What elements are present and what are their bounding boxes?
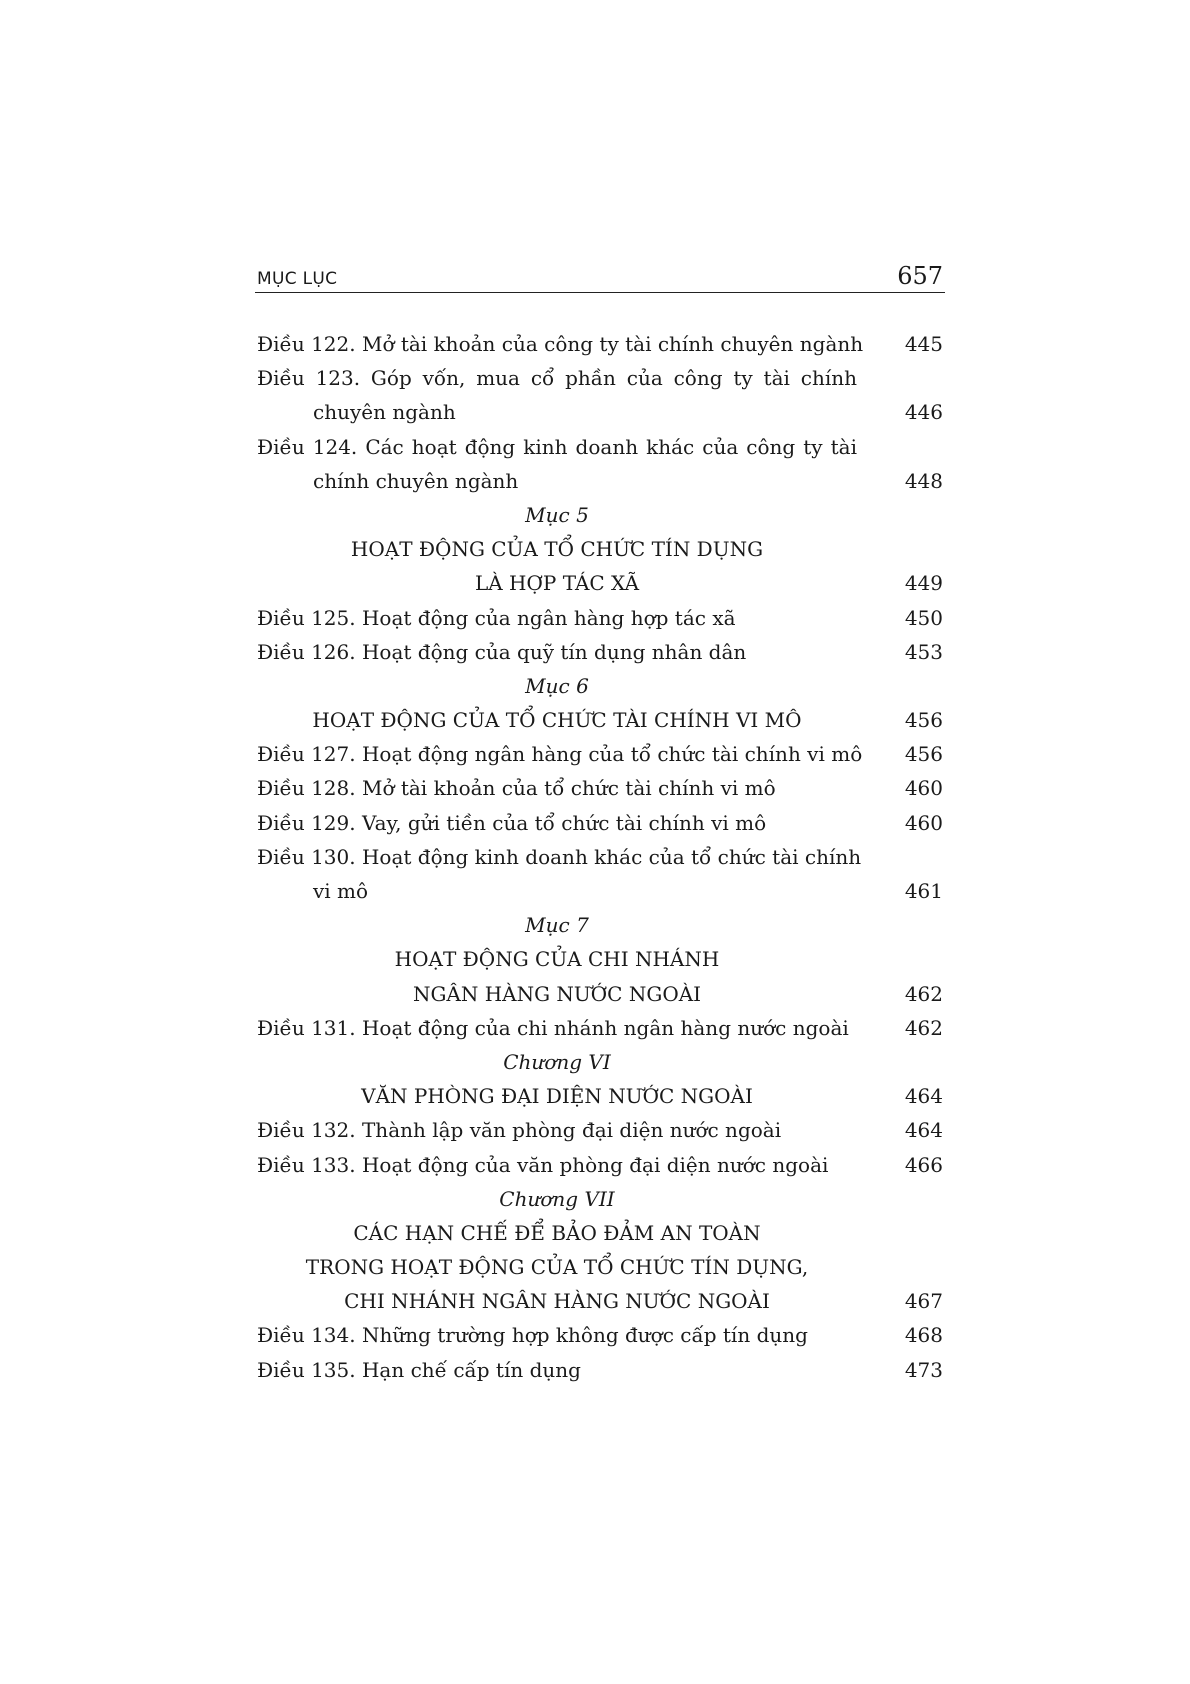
entry-text: LÀ HỢP TÁC XÃ — [474, 571, 640, 596]
entry-text: TRONG HOẠT ĐỘNG CỦA TỔ CHỨC TÍN DỤNG, — [305, 1255, 809, 1280]
entry-page: 462 — [904, 981, 943, 1006]
entry-text: Điều 122. Mở tài khoản của công ty tài chính chuyên ngành — [257, 332, 864, 356]
toc-entry — [257, 1318, 945, 1352]
section-label — [257, 669, 945, 703]
entry-text: Điều 123. Góp vốn, mua cổ phần của công ty tài chính — [257, 366, 857, 391]
entry-text: CÁC HẠN CHẾ ĐỂ BẢO ĐẢM AN TOÀN — [353, 1220, 761, 1245]
entry-text: chuyên ngành — [313, 400, 456, 425]
page-number: 657 — [897, 262, 943, 290]
running-title: MỤC LỤC — [257, 269, 338, 289]
section-heading — [257, 703, 945, 737]
section-heading — [257, 566, 945, 600]
entry-page: 448 — [904, 468, 943, 493]
entry-text: Điều 125. Hoạt động của ngân hàng hợp tác xã — [257, 605, 736, 630]
entry-text: Mục 6 — [525, 673, 589, 698]
entry-page: 460 — [904, 776, 943, 801]
toc-entry — [257, 361, 945, 395]
entry-page: 460 — [904, 810, 943, 835]
toc-entry — [257, 1148, 945, 1182]
toc-entry — [257, 430, 945, 464]
entry-page: 446 — [904, 400, 943, 425]
entry-page: 456 — [904, 708, 943, 733]
toc-entry — [257, 1353, 945, 1387]
section-heading — [257, 532, 945, 566]
entry-text: HOẠT ĐỘNG CỦA TỔ CHỨC TÍN DỤNG — [350, 537, 764, 562]
entry-text: Mục 7 — [525, 913, 589, 938]
entry-text: HOẠT ĐỘNG CỦA TỔ CHỨC TÀI CHÍNH VI MÔ — [312, 708, 802, 733]
section-heading — [257, 977, 945, 1011]
entry-text: Điều 134. Những trường hợp không được cấp tín dụng — [257, 1323, 808, 1348]
entry-page: 473 — [904, 1357, 943, 1382]
entry-text: VĂN PHÒNG ĐẠI DIỆN NƯỚC NGOÀI — [361, 1084, 753, 1109]
toc-entry-continuation — [257, 464, 945, 498]
entry-text: Mục 5 — [525, 502, 589, 527]
chapter-label — [257, 1182, 945, 1216]
entry-text: CHI NHÁNH NGÂN HÀNG NƯỚC NGOÀI — [344, 1289, 770, 1314]
entry-text: Điều 131. Hoạt động của chi nhánh ngân hàng nước ngoài — [257, 1015, 849, 1040]
entry-text: Chương VII — [499, 1186, 615, 1211]
entry-text: Điều 128. Mở tài khoản của tổ chức tài chính vi mô — [257, 776, 776, 801]
toc-entry — [257, 1113, 945, 1147]
toc-entry — [257, 737, 945, 771]
toc-entry — [257, 840, 945, 874]
chapter-heading — [257, 1079, 945, 1113]
entry-page: 468 — [904, 1323, 943, 1348]
entry-text: vi mô — [313, 879, 369, 903]
entry-page: 453 — [904, 639, 943, 664]
section-label — [257, 908, 945, 942]
entry-text: HOẠT ĐỘNG CỦA CHI NHÁNH — [394, 947, 720, 972]
entry-page: 450 — [904, 605, 943, 630]
entry-page: 445 — [904, 332, 943, 356]
entry-text: Điều 130. Hoạt động kinh doanh khác của tổ chức tài chính — [257, 844, 862, 869]
toc-entry — [257, 771, 945, 805]
table-of-contents — [257, 327, 945, 1387]
entry-text: Điều 124. Các hoạt động kinh doanh khác của công ty tài — [257, 434, 857, 459]
chapter-heading — [257, 1216, 945, 1250]
entry-text: Điều 133. Hoạt động của văn phòng đại diện nước ngoài — [257, 1152, 829, 1177]
entry-page: 464 — [904, 1084, 943, 1109]
page-header — [255, 262, 945, 293]
chapter-heading — [257, 1250, 945, 1284]
entry-text: Chương VI — [503, 1049, 611, 1074]
entry-page: 462 — [904, 1015, 943, 1040]
toc-entry — [257, 1011, 945, 1045]
toc-entry-continuation — [257, 395, 945, 429]
entry-text: chính chuyên ngành — [313, 468, 519, 493]
entry-text: NGÂN HÀNG NƯỚC NGOÀI — [412, 981, 702, 1006]
entry-page: 464 — [904, 1118, 943, 1143]
section-heading — [257, 942, 945, 976]
entry-page: 456 — [904, 742, 943, 767]
entry-text: Điều 132. Thành lập văn phòng đại diện nước ngoài — [257, 1118, 782, 1143]
toc-entry — [257, 601, 945, 635]
toc-entry — [257, 806, 945, 840]
section-label — [257, 498, 945, 532]
toc-entry — [257, 635, 945, 669]
entry-page: 461 — [904, 879, 943, 903]
toc-entry — [257, 327, 945, 361]
entry-page: 449 — [904, 571, 943, 596]
entry-page: 466 — [904, 1152, 943, 1177]
entry-text: Điều 135. Hạn chế cấp tín dụng — [257, 1357, 581, 1382]
entry-page: 467 — [904, 1289, 943, 1314]
chapter-heading — [257, 1284, 945, 1318]
toc-entry-continuation — [257, 874, 945, 908]
entry-text: Điều 126. Hoạt động của quỹ tín dụng nhân dân — [257, 639, 747, 664]
entry-text: Điều 129. Vay, gửi tiền của tổ chức tài chính vi mô — [257, 810, 767, 835]
chapter-label — [257, 1045, 945, 1079]
entry-text: Điều 127. Hoạt động ngân hàng của tổ chức tài chính vi mô — [257, 742, 863, 767]
